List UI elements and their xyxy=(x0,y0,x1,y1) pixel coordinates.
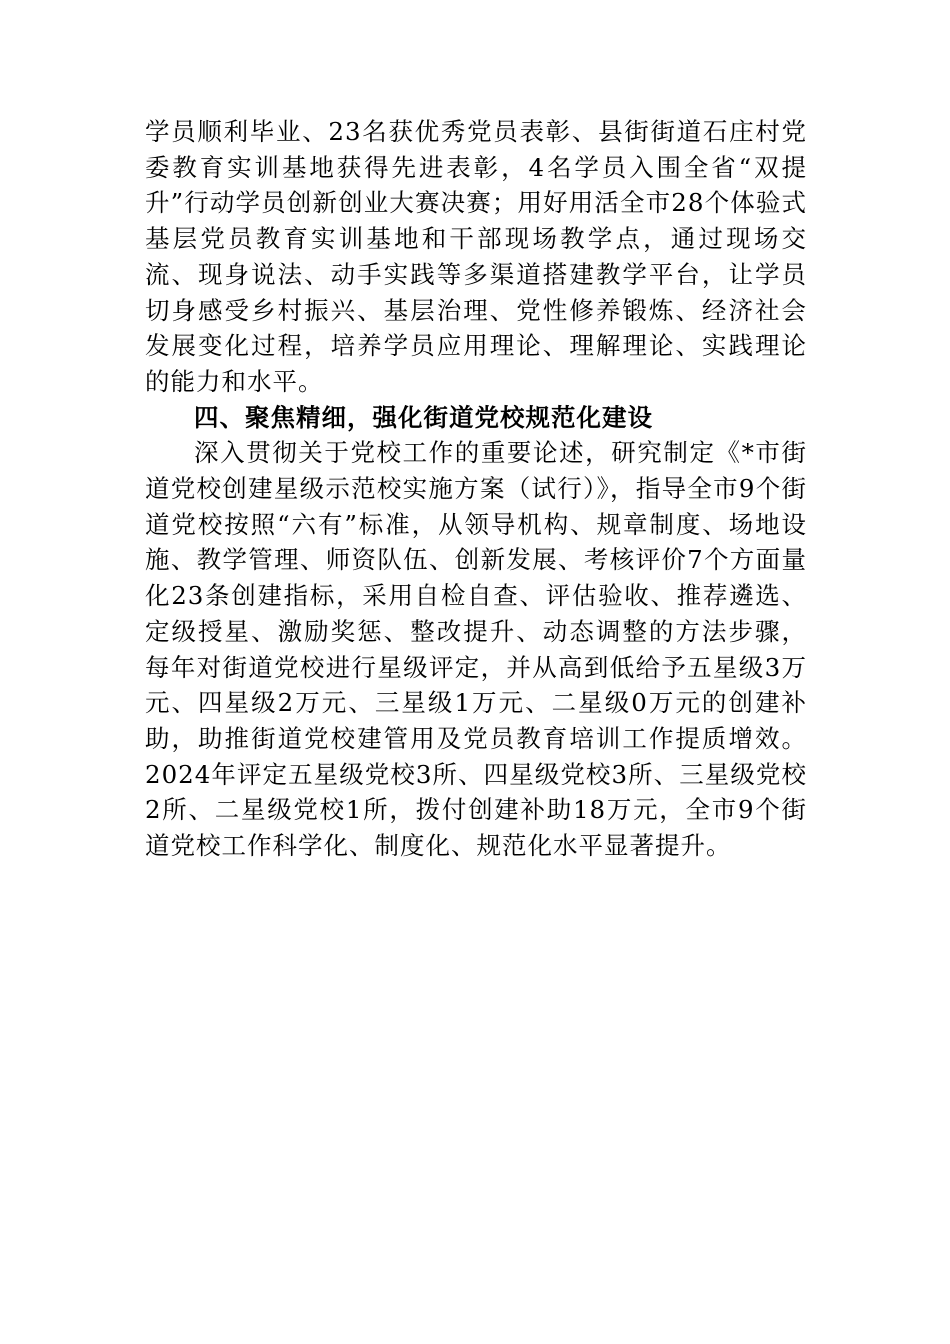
paragraph-section-four: 深入贯彻关于党校工作的重要论述，研究制定《*市街道党校创建星级示范校实施方案（试行）》，指导全市9个街道党校按照“六有”标准，从领导机构、规章制度、场地设施、教学管理、师资队伍、创新发展、考核评价7个方面量化23条创建指标，采用自检自查、评估验收、推荐遴选、定级授星、激励奖惩、整改提升、动态调整的方法步骤，每年对街道党校进行星级评定，并从高到低给予五星级3万元、四星级2万元、三星级1万元、二星级0万元的创建补助，助推街道党校建管用及党员教育培训工作提质增效。2024年评定五星级党校3所、四星级党校3所、三星级党校2所、二星级党校1所，拨付创建补助18万元，全市9个街道党校工作科学化、制度化、规范化水平显著提升。 xyxy=(145,438,807,861)
section-heading: 四、聚焦精细，强化街道党校规范化建设 xyxy=(194,402,653,432)
document-body xyxy=(145,114,807,864)
paragraph-continued: 学员顺利毕业、23名获优秀党员表彰、县街街道石庄村党委教育实训基地获得先进表彰，4名学员入围全省“双提升”行动学员创新创业大赛决赛；用好用活全市28个体验式基层党员教育实训基地和干部现场教学点，通过现场交流、现身说法、动手实践等多渠道搭建教学平台，让学员切身感受乡村振兴、基层治理、党性修养锻炼、经济社会发展变化过程，培养学员应用理论、理解理论、实践理论的能力和水平。 xyxy=(145,117,807,396)
